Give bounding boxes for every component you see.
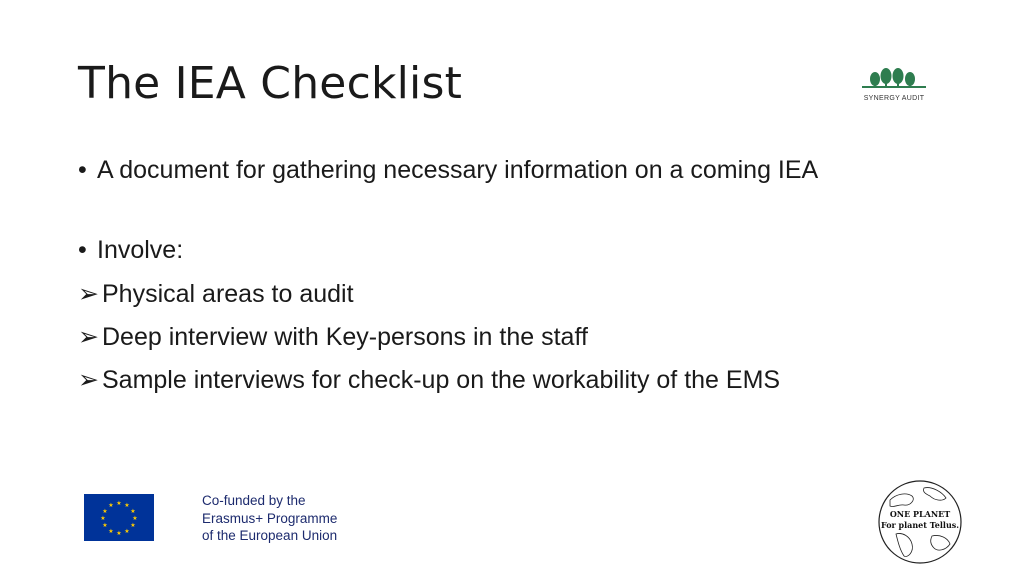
bullet-item — [78, 156, 818, 185]
planet-subtitle: For planet Tellus. — [880, 520, 960, 530]
arrow-bullet-icon: ➢ — [78, 323, 99, 351]
planet-title: ONE PLANET — [889, 509, 951, 519]
svg-text:★: ★ — [116, 530, 122, 537]
svg-text:★: ★ — [124, 528, 130, 535]
svg-text:★: ★ — [102, 522, 108, 529]
arrow-bullet-icon: ➢ — [78, 366, 99, 394]
bullet-text: A document for gathering necessary information on a coming IEA — [97, 156, 819, 184]
svg-text:★: ★ — [116, 500, 122, 507]
svg-text:★: ★ — [130, 522, 136, 529]
eu-flag-icon — [84, 494, 154, 541]
bullet-text: Involve: — [97, 236, 184, 264]
bullet-dot-icon: • — [78, 156, 87, 184]
svg-text:★: ★ — [124, 502, 130, 509]
one-planet-logo — [876, 478, 964, 566]
svg-text:★: ★ — [132, 515, 138, 522]
synergy-audit-logo — [862, 67, 926, 107]
sub-item-text: Sample interviews for check-up on the workability of the EMS — [102, 366, 781, 394]
sub-item-text: Deep interview with Key-persons in the staff — [102, 323, 588, 351]
svg-text:★: ★ — [100, 515, 106, 522]
sub-item — [78, 279, 354, 309]
bullet-item — [78, 236, 183, 265]
sub-item-text: Physical areas to audit — [102, 280, 354, 308]
svg-text:★: ★ — [130, 508, 136, 515]
svg-text:★: ★ — [108, 528, 114, 535]
tree-icon — [862, 67, 926, 95]
arrow-bullet-icon: ➢ — [78, 280, 99, 308]
synergy-audit-label: SYNERGY AUDIT — [863, 95, 925, 102]
eu-cofunded-text: Co-funded by the Erasmus+ Programme of the European Union — [202, 493, 338, 543]
slide-title: The IEA Checklist — [78, 58, 463, 109]
sub-item — [78, 365, 780, 395]
svg-text:★: ★ — [102, 508, 108, 515]
eu-cofunded-logo — [84, 492, 338, 544]
bullet-dot-icon: • — [78, 236, 87, 264]
svg-text:★: ★ — [108, 502, 114, 509]
sub-item — [78, 322, 588, 352]
